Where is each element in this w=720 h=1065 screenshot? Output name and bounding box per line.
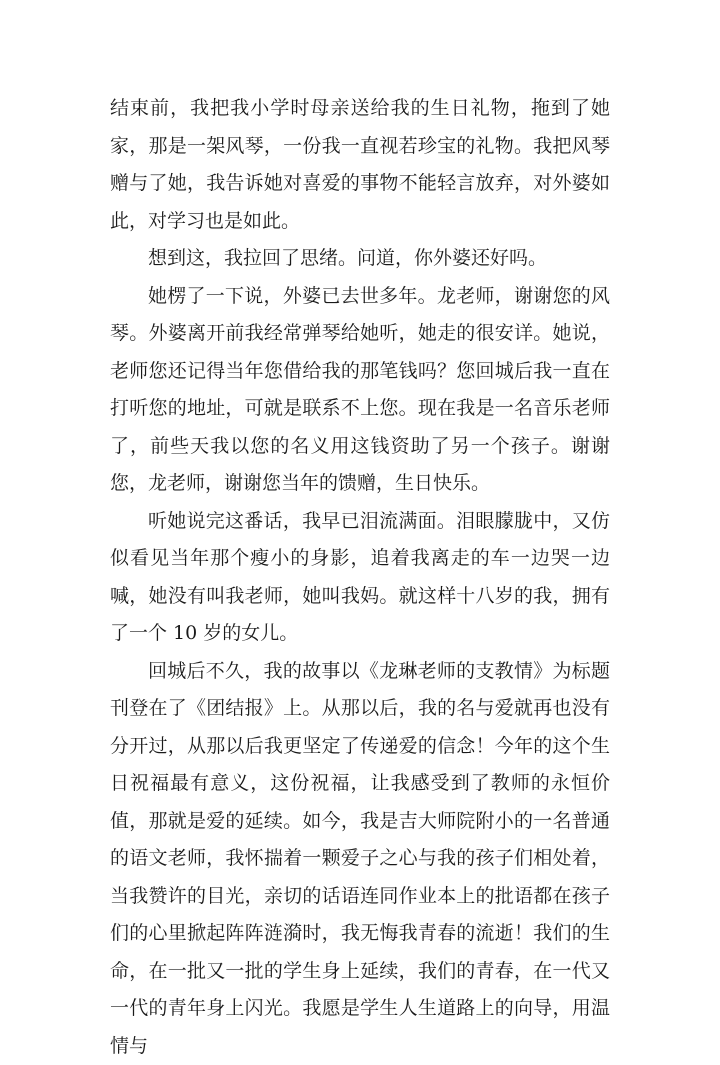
paragraph-1: 结束前，我把我小学时母亲送给我的生日礼物，拖到了她家，那是一架风琴，一份我一直视若珍宝的礼物。我把风琴赠与了她，我告诉她对喜爱的事物不能轻言放弃，对外婆如此，对学习也是如此。 [110, 90, 610, 240]
paragraph-5: 回城后不久，我的故事以《龙琳老师的支教情》为标题刊登在了《团结报》上。从那以后，我的名与爱就再也没有分开过，从那以后我更坚定了传递爱的信念！今年的这个生日祝福最有意义，这份祝福，让我感受到了教师的永恒价值，那就是爱的延续。如今，我是吉大师院附小的一名普通的语文老师，我怀揣着一颗爱子之心与我的孩子们相处着，当我赞许的目光，亲切的话语连同作业本上的批语都在孩子们的心里掀起阵阵涟漪时，我无悔我青春的流逝！我们的生命，在一批又一批的学生身上延续，我们的青春，在一代又一代的青年身上闪光。我愿是学生人生道路上的向导，用温情与 [110, 653, 610, 1065]
paragraph-2: 想到这，我拉回了思绪。问道，你外婆还好吗。 [110, 240, 610, 278]
document-body [110, 90, 610, 1065]
paragraph-4: 听她说完这番话，我早已泪流满面。泪眼朦胧中，又仿似看见当年那个瘦小的身影，追着我离走的车一边哭一边喊，她没有叫我老师，她叫我妈。就这样十八岁的我，拥有了一个 10 岁的女儿。 [110, 503, 610, 653]
paragraph-3: 她楞了一下说，外婆已去世多年。龙老师，谢谢您的风琴。外婆离开前我经常弹琴给她听，她走的很安详。她说，老师您还记得当年您借给我的那笔钱吗？您回城后我一直在打听您的地址，可就是联系不上您。现在我是一名音乐老师了，前些天我以您的名义用这钱资助了另一个孩子。谢谢您，龙老师，谢谢您当年的馈赠，生日快乐。 [110, 278, 610, 503]
